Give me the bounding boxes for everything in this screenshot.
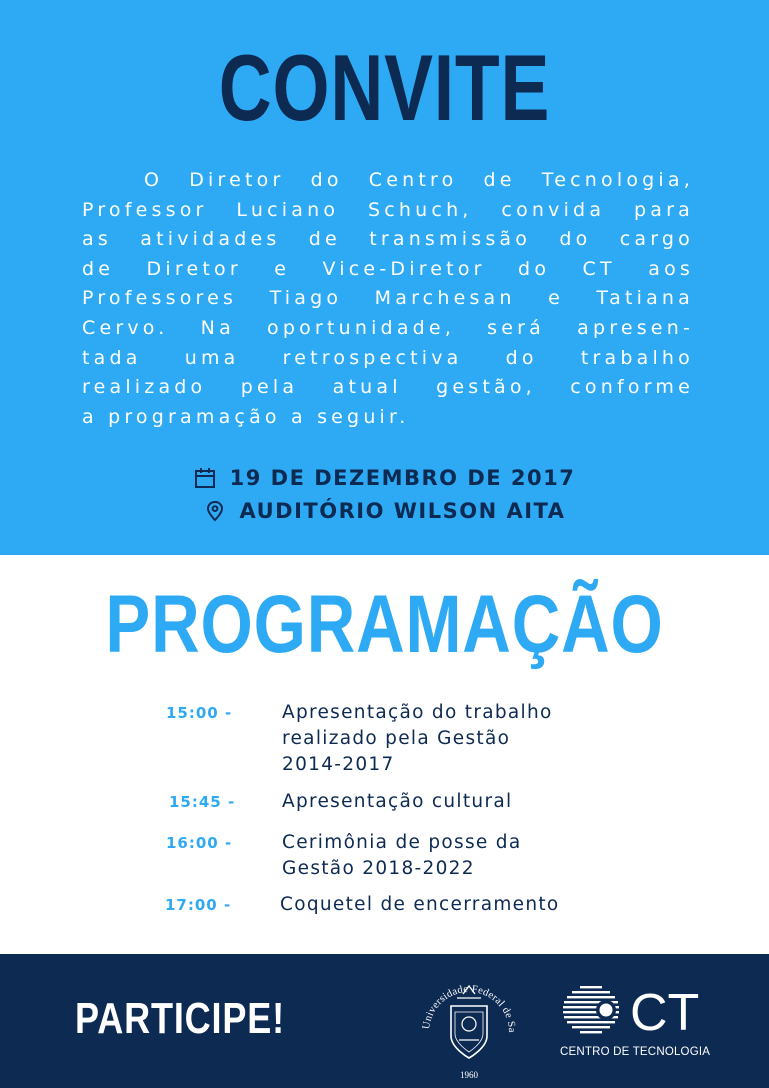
event-location-text: AUDITÓRIO WILSON AITA [239,499,566,523]
participate-cta: PARTICIPE! [75,994,285,1043]
event-location [0,499,769,527]
page-title: CONVITE [218,35,551,140]
seal-year: 1960 [460,1070,478,1080]
invitation-line: de Diretor e Vice-Diretor do CT aos [82,257,694,280]
invitation-line: Cervo. Na oportunidade, será apresen- [82,316,694,339]
invitation-text [82,166,694,432]
schedule-description-line: 2014-2017 [282,754,395,775]
schedule-time: 16:00 - [166,834,233,852]
program-title: PROGRAMAÇÃO [105,579,664,670]
schedule-description-line: realizado pela Gestão [282,728,511,749]
schedule-description-line: Apresentação do trabalho [282,702,553,723]
ct-logo [560,978,710,1068]
schedule-description [282,830,612,882]
schedule-description-line: Apresentação cultural [282,791,513,812]
map-pin-icon [204,500,226,522]
calendar-icon [194,467,216,489]
schedule-description [280,892,610,918]
ct-caption: CENTRO DE TECNOLOGIA [560,1046,711,1058]
svg-text:Universidade Federal de Santa: Universidade Federal de Sa [420,983,518,1033]
ct-logo-text: CT [630,984,700,1042]
invitation-line: realizado pela atual gestão, conforme [82,376,694,399]
invitation-line: tada uma retrospectiva do trabalho [82,346,694,369]
schedule-description-line: Gestão 2018-2022 [282,858,475,879]
invitation-line: O Diretor do Centro de Tecnologia, [144,169,694,191]
schedule-time: 15:45 - [169,793,236,811]
ufsm-seal-logo [413,972,525,1084]
invitation-line: as atividades de transmissão do cargo [82,228,694,251]
event-date-text: 19 DE DEZEMBRO DE 2017 [229,466,576,490]
event-date [0,466,769,494]
schedule-time: 17:00 - [165,896,232,914]
schedule-description [282,789,612,815]
schedule-description-line: Cerimônia de posse da [282,832,522,853]
invitation-line: Professor Luciano Schuch, convida para [82,198,694,221]
invitation-line: Professores Tiago Marchesan e Tatiana [82,287,694,310]
footer [0,954,769,1088]
schedule-description-line: Coquetel de encerramento [280,894,560,915]
schedule-description [282,700,612,778]
schedule-time: 15:00 - [166,704,233,722]
invitation-line: a programação a seguir. [82,405,410,428]
